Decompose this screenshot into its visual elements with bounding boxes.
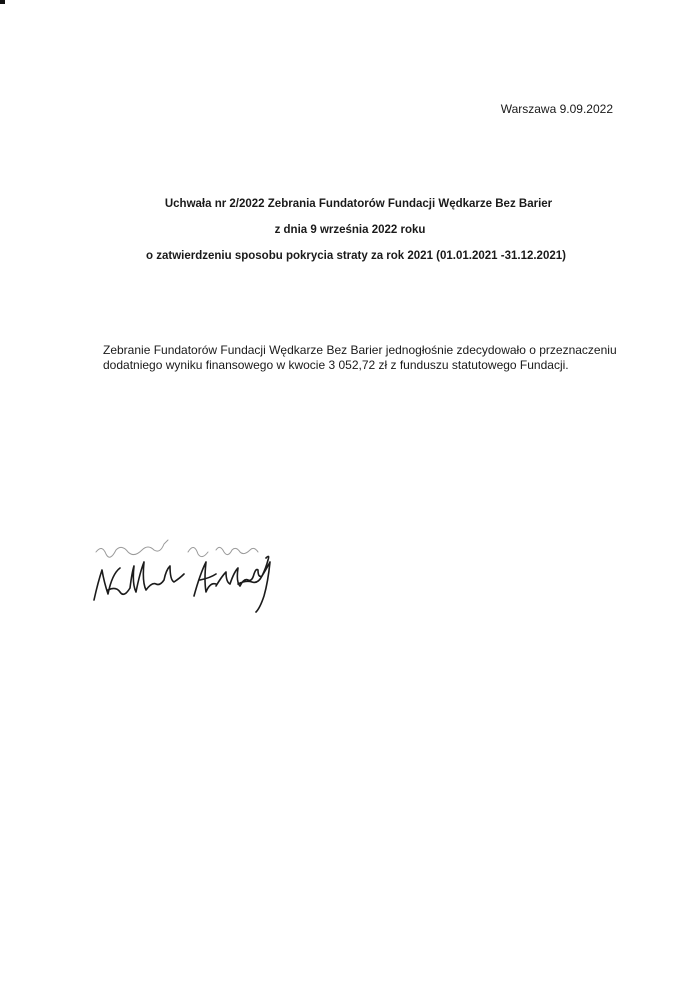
scan-corner-mark bbox=[0, 0, 5, 4]
title-line-2: z dnia 9 września 2022 roku bbox=[274, 224, 426, 236]
title-line-1: Uchwała nr 2/2022 Zebrania Fundatorów Fundacji Wędkarze Bez Barier bbox=[164, 198, 553, 210]
resolution-title bbox=[0, 197, 700, 275]
place-and-date: Warszawa 9.09.2022 bbox=[500, 102, 613, 116]
title-line-3: o zatwierdzeniu sposobu pokrycia straty za rok 2021 (01.01.2021 -31.12.2021) bbox=[146, 250, 566, 262]
resolution-body: Zebranie Fundatorów Fundacji Wędkarze Bez Barier jednogłośnie zdecydowało o przeznaczeniu dodatniego wyniku finansowego w kwocie 3 052,72 zł z funduszu statutowego Fundacji. bbox=[103, 343, 617, 372]
handwritten-signature bbox=[88, 530, 288, 630]
